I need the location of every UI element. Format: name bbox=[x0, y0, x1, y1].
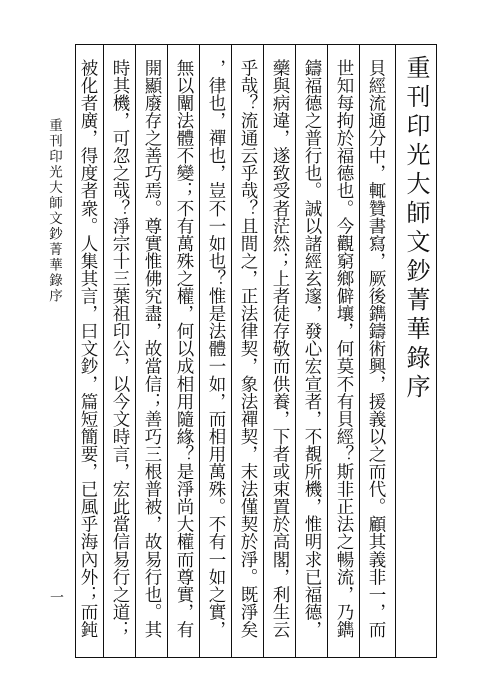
column-rule bbox=[327, 45, 328, 657]
text-column: ，律也，禪也，豈不一如也？惟是法體一如，而相用萬殊。不有一如之實， bbox=[206, 59, 226, 639]
column-rule bbox=[135, 45, 136, 657]
text-column: 被化者廣，得度者衆。人集其言，曰文鈔，篇短簡要，已風乎海內外；而鈍 bbox=[78, 59, 98, 639]
text-column: 鑄福德之普行也。誠以諸經玄邃，發心宏宣者，不覩所機，惟明求已福德， bbox=[302, 59, 322, 639]
column-rule bbox=[167, 45, 168, 657]
column-rule bbox=[359, 45, 360, 657]
text-column: 藥與病違，遂致受者茫然；上者徒存敬而供養，下者或束置於高閣，利生云 bbox=[270, 59, 290, 639]
text-column: 時其機，可忽之哉？淨宗十三葉祖印公，以今文時言，宏此當信易行之道； bbox=[110, 59, 130, 639]
page-number: 一 bbox=[48, 590, 64, 604]
document-title: 重刊印光大師文鈔菁華錄序 bbox=[402, 55, 430, 403]
column-rule bbox=[395, 45, 396, 657]
text-frame bbox=[75, 44, 437, 658]
text-column: 乎哉？流通云乎哉？且間之，正法律契，象法禪契，末法僅契於淨。既淨矣 bbox=[238, 59, 258, 639]
text-column: 無以闡法體不變；不有萬殊之權，何以成相用隨緣？是淨尚大權而尊實，有 bbox=[174, 59, 194, 639]
column-rule bbox=[263, 45, 264, 657]
text-column: 開顯廢存之善巧焉。尊實惟佛究盡，故當信；善巧三根普被，故易行也。其 bbox=[142, 59, 162, 639]
column-rule bbox=[199, 45, 200, 657]
margin-running-title: 重刊印光大師文鈔菁華錄序 bbox=[46, 118, 62, 304]
column-rule bbox=[231, 45, 232, 657]
text-column: 貝經流通分中，輒贊書寫，厥後鐫鑄術興，援義以之而代。顧其義非一，而 bbox=[366, 59, 386, 639]
column-rule bbox=[103, 45, 104, 657]
column-rule bbox=[295, 45, 296, 657]
text-column: 世知每拘於福德也。今觀窮鄉僻壤，何莫不有貝經？斯非正法之暢流，乃鐫 bbox=[334, 59, 354, 639]
